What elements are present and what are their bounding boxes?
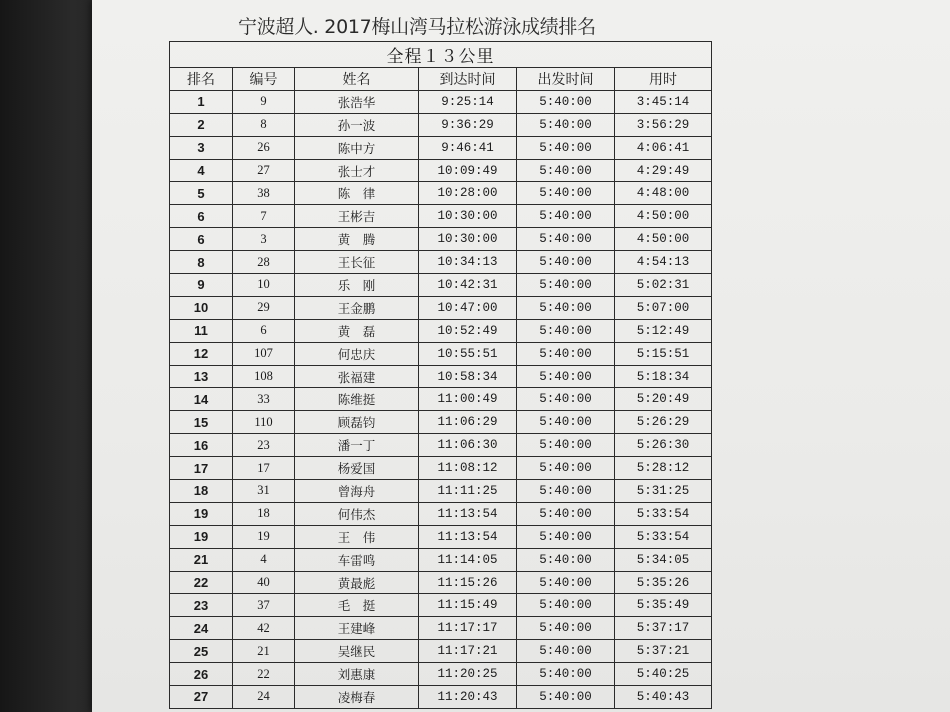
bib-cell: 108	[233, 365, 295, 388]
arrival-time-cell: 9:25:14	[419, 90, 517, 113]
rank-cell: 19	[170, 525, 233, 548]
name-cell: 孙一波	[295, 113, 419, 136]
start-time-cell: 5:40:00	[517, 571, 615, 594]
name-cell: 陈 律	[295, 182, 419, 205]
name-cell: 潘一丁	[295, 434, 419, 457]
start-time-cell: 5:40:00	[517, 480, 615, 503]
start-time-cell: 5:40:00	[517, 594, 615, 617]
table-row	[170, 342, 712, 365]
elapsed-time-cell: 3:45:14	[615, 90, 712, 113]
start-time-cell: 5:40:00	[517, 411, 615, 434]
arrival-time-cell: 10:09:49	[419, 159, 517, 182]
arrival-time-cell: 10:52:49	[419, 319, 517, 342]
elapsed-time-cell: 5:37:21	[615, 640, 712, 663]
elapsed-time-cell: 5:35:26	[615, 571, 712, 594]
elapsed-time-cell: 5:31:25	[615, 480, 712, 503]
bib-cell: 26	[233, 136, 295, 159]
name-cell: 王 伟	[295, 525, 419, 548]
bib-cell: 18	[233, 502, 295, 525]
name-cell: 毛 挺	[295, 594, 419, 617]
bib-cell: 33	[233, 388, 295, 411]
table-row	[170, 525, 712, 548]
column-header-name: 姓名	[295, 68, 419, 91]
table-row	[170, 640, 712, 663]
table-row	[170, 617, 712, 640]
arrival-time-cell: 11:06:30	[419, 434, 517, 457]
table-row	[170, 159, 712, 182]
start-time-cell: 5:40:00	[517, 502, 615, 525]
arrival-time-cell: 11:20:25	[419, 663, 517, 686]
rank-cell: 14	[170, 388, 233, 411]
arrival-time-cell: 10:42:31	[419, 274, 517, 297]
elapsed-time-cell: 4:50:00	[615, 228, 712, 251]
rank-cell: 18	[170, 480, 233, 503]
rank-cell: 6	[170, 228, 233, 251]
name-cell: 王建峰	[295, 617, 419, 640]
table-row	[170, 136, 712, 159]
rank-cell: 17	[170, 457, 233, 480]
arrival-time-cell: 11:00:49	[419, 388, 517, 411]
rank-cell: 11	[170, 319, 233, 342]
rank-cell: 13	[170, 365, 233, 388]
rank-cell: 19	[170, 502, 233, 525]
column-header-row	[170, 68, 712, 91]
bib-cell: 110	[233, 411, 295, 434]
elapsed-time-cell: 4:29:49	[615, 159, 712, 182]
bib-cell: 28	[233, 251, 295, 274]
arrival-time-cell: 11:15:49	[419, 594, 517, 617]
bib-cell: 107	[233, 342, 295, 365]
table-row	[170, 182, 712, 205]
start-time-cell: 5:40:00	[517, 159, 615, 182]
start-time-cell: 5:40:00	[517, 365, 615, 388]
bib-cell: 40	[233, 571, 295, 594]
column-header-start-time: 出发时间	[517, 68, 615, 91]
name-cell: 刘惠康	[295, 663, 419, 686]
bib-cell: 9	[233, 90, 295, 113]
elapsed-time-cell: 5:26:29	[615, 411, 712, 434]
elapsed-time-cell: 5:35:49	[615, 594, 712, 617]
name-cell: 凌梅春	[295, 686, 419, 709]
elapsed-time-cell: 5:15:51	[615, 342, 712, 365]
arrival-time-cell: 11:17:21	[419, 640, 517, 663]
bib-cell: 19	[233, 525, 295, 548]
start-time-cell: 5:40:00	[517, 205, 615, 228]
start-time-cell: 5:40:00	[517, 617, 615, 640]
elapsed-time-cell: 5:37:17	[615, 617, 712, 640]
start-time-cell: 5:40:00	[517, 388, 615, 411]
name-cell: 黄 腾	[295, 228, 419, 251]
start-time-cell: 5:40:00	[517, 319, 615, 342]
table-row	[170, 594, 712, 617]
document-title: 宁波超人. 2017梅山湾马拉松游泳成绩排名	[238, 16, 596, 38]
table-row	[170, 205, 712, 228]
name-cell: 曾海舟	[295, 480, 419, 503]
start-time-cell: 5:40:00	[517, 457, 615, 480]
elapsed-time-cell: 5:34:05	[615, 548, 712, 571]
elapsed-time-cell: 4:48:00	[615, 182, 712, 205]
name-cell: 陈中方	[295, 136, 419, 159]
elapsed-time-cell: 5:40:25	[615, 663, 712, 686]
table-row	[170, 480, 712, 503]
table-row	[170, 296, 712, 319]
bib-cell: 29	[233, 296, 295, 319]
bib-cell: 24	[233, 686, 295, 709]
rank-cell: 23	[170, 594, 233, 617]
table-row	[170, 571, 712, 594]
name-cell: 黄 磊	[295, 319, 419, 342]
bib-cell: 31	[233, 480, 295, 503]
rank-cell: 1	[170, 90, 233, 113]
arrival-time-cell: 11:08:12	[419, 457, 517, 480]
start-time-cell: 5:40:00	[517, 548, 615, 571]
name-cell: 黄最彪	[295, 571, 419, 594]
name-cell: 王彬吉	[295, 205, 419, 228]
arrival-time-cell: 9:36:29	[419, 113, 517, 136]
start-time-cell: 5:40:00	[517, 640, 615, 663]
start-time-cell: 5:40:00	[517, 251, 615, 274]
bib-cell: 6	[233, 319, 295, 342]
start-time-cell: 5:40:00	[517, 686, 615, 709]
elapsed-time-cell: 5:40:43	[615, 686, 712, 709]
name-cell: 何伟杰	[295, 502, 419, 525]
rank-cell: 4	[170, 159, 233, 182]
arrival-time-cell: 10:30:00	[419, 205, 517, 228]
table-row	[170, 228, 712, 251]
table-row	[170, 663, 712, 686]
arrival-time-cell: 10:58:34	[419, 365, 517, 388]
table-row	[170, 251, 712, 274]
arrival-time-cell: 11:13:54	[419, 502, 517, 525]
elapsed-time-cell: 5:20:49	[615, 388, 712, 411]
elapsed-time-cell: 4:50:00	[615, 205, 712, 228]
arrival-time-cell: 11:17:17	[419, 617, 517, 640]
elapsed-time-cell: 5:12:49	[615, 319, 712, 342]
start-time-cell: 5:40:00	[517, 434, 615, 457]
column-header-bib: 编号	[233, 68, 295, 91]
rank-cell: 26	[170, 663, 233, 686]
bib-cell: 10	[233, 274, 295, 297]
bib-cell: 3	[233, 228, 295, 251]
section-title: 全程１３公里	[170, 42, 712, 68]
name-cell: 杨爱国	[295, 457, 419, 480]
rank-cell: 27	[170, 686, 233, 709]
elapsed-time-cell: 5:28:12	[615, 457, 712, 480]
table-row	[170, 274, 712, 297]
rank-cell: 9	[170, 274, 233, 297]
arrival-time-cell: 11:14:05	[419, 548, 517, 571]
arrival-time-cell: 10:55:51	[419, 342, 517, 365]
arrival-time-cell: 11:06:29	[419, 411, 517, 434]
table-row	[170, 686, 712, 709]
arrival-time-cell: 11:11:25	[419, 480, 517, 503]
bib-cell: 21	[233, 640, 295, 663]
section-title-row	[170, 42, 712, 68]
elapsed-time-cell: 5:33:54	[615, 525, 712, 548]
rank-cell: 22	[170, 571, 233, 594]
start-time-cell: 5:40:00	[517, 296, 615, 319]
bib-cell: 8	[233, 113, 295, 136]
elapsed-time-cell: 3:56:29	[615, 113, 712, 136]
results-table	[169, 41, 712, 709]
column-header-arrival-time: 到达时间	[419, 68, 517, 91]
name-cell: 陈维挺	[295, 388, 419, 411]
start-time-cell: 5:40:00	[517, 228, 615, 251]
elapsed-time-cell: 5:26:30	[615, 434, 712, 457]
table-row	[170, 319, 712, 342]
rank-cell: 8	[170, 251, 233, 274]
name-cell: 张士才	[295, 159, 419, 182]
bib-cell: 42	[233, 617, 295, 640]
rank-cell: 21	[170, 548, 233, 571]
table-row	[170, 113, 712, 136]
name-cell: 王金鹏	[295, 296, 419, 319]
rank-cell: 15	[170, 411, 233, 434]
table-row	[170, 411, 712, 434]
start-time-cell: 5:40:00	[517, 342, 615, 365]
rank-cell: 12	[170, 342, 233, 365]
rank-cell: 6	[170, 205, 233, 228]
arrival-time-cell: 10:28:00	[419, 182, 517, 205]
bib-cell: 23	[233, 434, 295, 457]
table-row	[170, 548, 712, 571]
bib-cell: 17	[233, 457, 295, 480]
arrival-time-cell: 11:13:54	[419, 525, 517, 548]
arrival-time-cell: 9:46:41	[419, 136, 517, 159]
start-time-cell: 5:40:00	[517, 182, 615, 205]
table-row	[170, 502, 712, 525]
table-row	[170, 434, 712, 457]
name-cell: 张浩华	[295, 90, 419, 113]
rank-cell: 16	[170, 434, 233, 457]
arrival-time-cell: 11:15:26	[419, 571, 517, 594]
table-row	[170, 388, 712, 411]
bib-cell: 37	[233, 594, 295, 617]
rank-cell: 24	[170, 617, 233, 640]
name-cell: 王长征	[295, 251, 419, 274]
name-cell: 车雷鸣	[295, 548, 419, 571]
elapsed-time-cell: 5:02:31	[615, 274, 712, 297]
column-header-rank: 排名	[170, 68, 233, 91]
start-time-cell: 5:40:00	[517, 663, 615, 686]
start-time-cell: 5:40:00	[517, 525, 615, 548]
elapsed-time-cell: 5:33:54	[615, 502, 712, 525]
table-row	[170, 457, 712, 480]
elapsed-time-cell: 5:18:34	[615, 365, 712, 388]
table-row	[170, 90, 712, 113]
name-cell: 顾磊钧	[295, 411, 419, 434]
bib-cell: 4	[233, 548, 295, 571]
name-cell: 张福建	[295, 365, 419, 388]
elapsed-time-cell: 4:54:13	[615, 251, 712, 274]
arrival-time-cell: 10:34:13	[419, 251, 517, 274]
table-row	[170, 365, 712, 388]
name-cell: 乐 刚	[295, 274, 419, 297]
arrival-time-cell: 10:30:00	[419, 228, 517, 251]
results-body	[170, 90, 712, 708]
elapsed-time-cell: 5:07:00	[615, 296, 712, 319]
bib-cell: 38	[233, 182, 295, 205]
bib-cell: 22	[233, 663, 295, 686]
name-cell: 何忠庆	[295, 342, 419, 365]
arrival-time-cell: 10:47:00	[419, 296, 517, 319]
start-time-cell: 5:40:00	[517, 113, 615, 136]
column-header-elapsed-time: 用时	[615, 68, 712, 91]
arrival-time-cell: 11:20:43	[419, 686, 517, 709]
bib-cell: 7	[233, 205, 295, 228]
start-time-cell: 5:40:00	[517, 274, 615, 297]
rank-cell: 10	[170, 296, 233, 319]
rank-cell: 5	[170, 182, 233, 205]
bib-cell: 27	[233, 159, 295, 182]
rank-cell: 3	[170, 136, 233, 159]
rank-cell: 25	[170, 640, 233, 663]
start-time-cell: 5:40:00	[517, 136, 615, 159]
elapsed-time-cell: 4:06:41	[615, 136, 712, 159]
rank-cell: 2	[170, 113, 233, 136]
name-cell: 吴继民	[295, 640, 419, 663]
start-time-cell: 5:40:00	[517, 90, 615, 113]
